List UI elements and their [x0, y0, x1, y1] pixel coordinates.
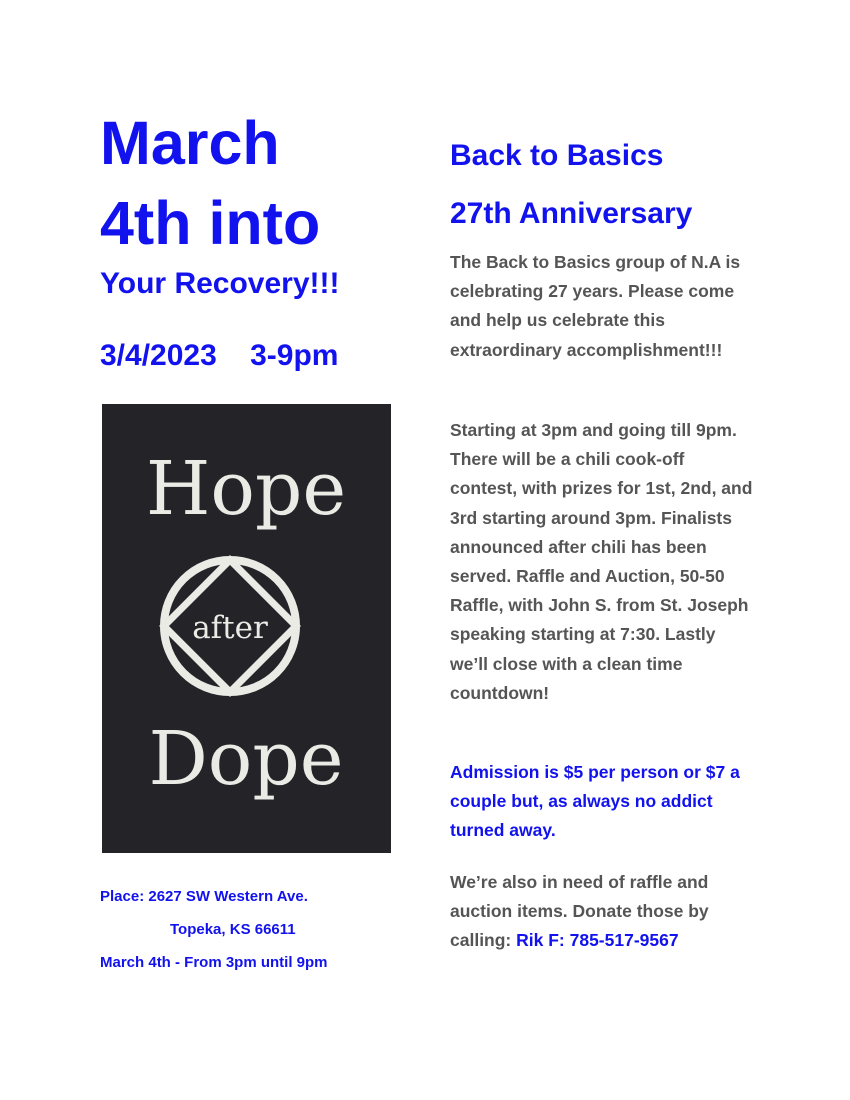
subheadline: Your Recovery!!! [100, 267, 340, 300]
location-time: March 4th - From 3pm until 9pm [100, 954, 328, 971]
anniversary-title: 27th Anniversary [450, 197, 693, 230]
headline-line-1: March [100, 109, 280, 177]
event-date-time [100, 336, 338, 376]
details-paragraph: Starting at 3pm and going till 9pm. There will be a chili cook-off contest, with prizes for 1st, 2nd, and 3rd starting around 3pm. Finalists announced after chili has been served. Raffle and Auction, 50-50 Raffle, with John S. from St. Joseph speaking starting at 7:30. Lastly we’ll close with a clean time countdown! [450, 420, 753, 703]
event-location [100, 880, 328, 979]
location-city: Topeka, KS 66611 [170, 921, 296, 938]
poster-graphic [102, 404, 391, 853]
hope-after-dope-poster [102, 404, 391, 853]
event-time: 3-9pm [250, 339, 339, 372]
event-date: 3/4/2023 [100, 339, 217, 372]
group-title: Back to Basics [450, 139, 664, 172]
donate-text: We’re also in need of raffle and auction items. Donate those by calling: [450, 872, 709, 951]
donate-paragraph [450, 868, 755, 956]
intro-paragraph: The Back to Basics group of N.A is celebrating 27 years. Please come and help us celebrate this extraordinary accomplishment!!! [450, 252, 741, 360]
poster-word-hope: Hope [145, 446, 347, 532]
poster-word-dope: Dope [148, 716, 344, 802]
contact-phone: Rik F: 785-517-9567 [516, 930, 679, 951]
location-address: Place: 2627 SW Western Ave. [100, 888, 308, 905]
headline-line-2: 4th into [100, 189, 321, 257]
admission-paragraph: Admission is $5 per person or $7 a couple but, as always no addict turned away. [450, 762, 740, 841]
poster-word-after: after [192, 610, 268, 646]
